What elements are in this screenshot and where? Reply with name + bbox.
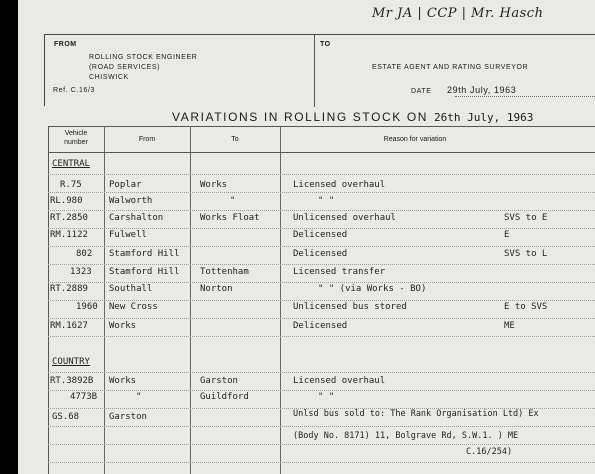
- to-value: ESTATE AGENT AND RATING SURVEYOR: [372, 64, 529, 71]
- header-rule: [48, 152, 595, 153]
- reason-cell: Delicensed: [293, 321, 348, 331]
- row-guide: [48, 264, 595, 265]
- reason-cell: Licensed overhaul: [293, 180, 386, 190]
- note-cell: E to SVS: [504, 302, 548, 312]
- row-guide: [48, 318, 595, 319]
- ref-number: Ref. C.16/3: [53, 87, 96, 94]
- handwritten-annotation: Mr JA | CCP | Mr. Hasch: [372, 6, 544, 21]
- to-cell: Works: [200, 180, 228, 190]
- row-guide: [48, 300, 595, 301]
- row-guide: [48, 192, 595, 193]
- title-text: VARIATIONS IN ROLLING STOCK ON: [172, 110, 429, 124]
- row-guide: [48, 210, 595, 211]
- vehicle-number: RM.1122: [50, 230, 88, 240]
- to-cell: Garston: [200, 376, 238, 386]
- row-guide: [48, 336, 595, 337]
- note-cell: SVS to L: [504, 249, 548, 259]
- note-cell: ME: [504, 321, 515, 331]
- note-cell: E: [504, 230, 510, 240]
- note-cell: SVS to E: [504, 213, 548, 223]
- title-date: 26th July, 1963: [434, 111, 534, 124]
- column-header-vehicle: Vehicle number: [64, 130, 88, 146]
- from-cell: Works: [109, 321, 137, 331]
- vehicle-number: RT.3892B: [50, 376, 94, 386]
- from-cell: New Cross: [109, 302, 158, 312]
- row-guide: [48, 372, 595, 373]
- from-cell: Stamford Hill: [109, 249, 180, 259]
- section-central: CENTRAL: [52, 159, 90, 169]
- reason-cell: Licensed overhaul: [293, 376, 386, 386]
- from-line-3: CHISWICK: [89, 74, 129, 81]
- column-header-reason: Reason for variation: [383, 136, 447, 143]
- vehicle-number: RL.980: [50, 196, 83, 206]
- from-cell: Poplar: [109, 180, 142, 190]
- from-cell: ": [136, 392, 142, 402]
- vehicle-number: RT.2889: [50, 284, 88, 294]
- reason-cell: " " (via Works - BO): [318, 284, 427, 294]
- reason-cell: Unlicensed overhaul: [293, 213, 396, 223]
- date-value: 29th July, 1963: [447, 85, 517, 95]
- reason-cell: " ": [318, 196, 335, 206]
- column-header-to: To: [231, 136, 239, 143]
- from-line-2: (ROAD SERVICES): [89, 64, 161, 71]
- from-cell: Southall: [109, 284, 153, 294]
- vehicle-number: 1960: [76, 302, 98, 312]
- row-guide: [48, 246, 595, 247]
- row-guide: [48, 444, 595, 445]
- header-divider: [314, 35, 315, 107]
- from-cell: Stamford Hill: [109, 267, 180, 277]
- reason-cell: Licensed transfer: [293, 267, 386, 277]
- to-cell: Tottenham: [200, 267, 249, 277]
- from-cell: Garston: [109, 412, 147, 422]
- section-country: COUNTRY: [52, 357, 90, 367]
- footer-reference: C.16/254): [466, 447, 513, 457]
- from-label: FROM: [54, 41, 77, 48]
- reason-cell: Unlsd bus sold to: The Rank Organisation Ltd) Ex: [293, 409, 539, 419]
- row-guide: [48, 462, 595, 463]
- vehicle-number: GS.68: [52, 412, 80, 422]
- column-header-from: From: [138, 136, 156, 143]
- row-guide: [48, 174, 595, 175]
- to-label: TO: [320, 41, 331, 48]
- vehicle-number: 802: [76, 249, 93, 259]
- document-title: [172, 110, 533, 124]
- to-cell: ": [230, 196, 236, 206]
- reason-cell: Delicensed: [293, 230, 348, 240]
- vehicle-number: RT.2850: [50, 213, 88, 223]
- from-cell: Carshalton: [109, 213, 164, 223]
- from-cell: Works: [109, 376, 137, 386]
- reason-cell: " ": [318, 392, 335, 402]
- reason-cell: Unlicensed bus stored: [293, 302, 407, 312]
- vehicle-number: R.75: [60, 180, 82, 190]
- continuation-line: (Body No. 8171) 11, Bolgrave Rd, S.W.1. ) ME: [293, 431, 519, 441]
- row-guide: [48, 390, 595, 391]
- to-cell: Works Float: [200, 213, 260, 223]
- vehicle-number: 4773B: [70, 392, 98, 402]
- vehicle-number: 1323: [70, 267, 92, 277]
- row-guide: [48, 426, 595, 427]
- from-cell: Walworth: [109, 196, 153, 206]
- row-guide: [48, 228, 595, 229]
- row-guide: [48, 282, 595, 283]
- from-cell: Fulwell: [109, 230, 147, 240]
- to-cell: Guildford: [200, 392, 249, 402]
- to-cell: Norton: [200, 284, 233, 294]
- date-underline: [455, 96, 595, 97]
- date-label: DATE: [411, 88, 432, 95]
- from-line-1: ROLLING STOCK ENGINEER: [89, 54, 198, 61]
- reason-cell: Delicensed: [293, 249, 348, 259]
- vehicle-number: RM.1627: [50, 321, 88, 331]
